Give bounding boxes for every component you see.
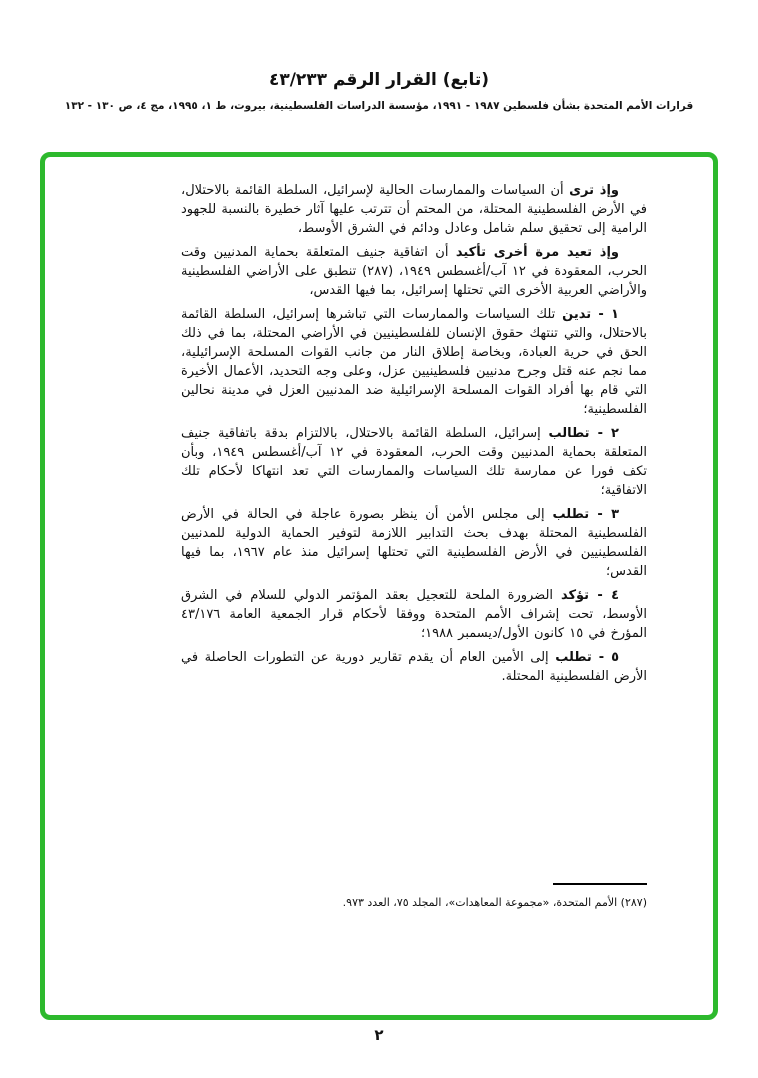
paragraph-lead: وإذ تعيد مرة أخرى تأكيد (455, 245, 619, 260)
resolution-paragraph (181, 505, 647, 581)
resolution-title: (تابع) القرار الرقم ٤٣/٢٣٣ (268, 70, 490, 90)
resolution-body (181, 181, 647, 691)
paragraph-lead: وإذ ترى (569, 183, 619, 198)
document-header (0, 70, 758, 112)
paragraph-text: أن السياسات والممارسات الحالية لإسرائيل، السلطة القائمة بالاحتلال، في الأرض الفلسطينية المحتلة، من المحتم أن تترتب عليها آثار خطيرة بالنسبة للجهود الرامية إلى تحقيق سلم شامل وعادل ودائم في الشرق الأوسط، (181, 183, 647, 236)
footnote-separator (553, 883, 647, 885)
paragraph-text: إسرائيل، السلطة القائمة بالاحتلال، بالالتزام بدقة باتفاقية جنيف المتعلقة بحماية المدنيين وقت الحرب، المعقودة في ١٢ آب/أغسطس ١٩٤٩، وبأن تكف فورا عن ممارسة تلك السياسات والممارسات التي تعد انتهاكا لأحكام تلك الاتفاقية؛ (181, 426, 647, 498)
paragraph-lead: ٤ - تؤكد (560, 588, 619, 603)
paragraph-text: إلى مجلس الأمن أن ينظر بصورة عاجلة في الحالة في الأرض الفلسطينية المحتلة بهدف بحث التدابير اللازمة لتوفير الحماية الدولية للمدنيين الفلسطينيين في الأرض الفلسطينية التي تحتلها إسرائيل منذ عام ١٩٦٧، بما فيها القدس؛ (181, 507, 647, 579)
content-frame (40, 152, 718, 1020)
paragraph-lead: ١ - تدين (562, 307, 619, 322)
paragraph-text: تلك السياسات والممارسات التي تباشرها إسرائيل، السلطة القائمة بالاحتلال، والتي تنتهك حقوق الإنسان للفلسطينيين في الأراضي المحتلة، بما في ذلك الحق في حرية العبادة، وبخاصة إطلاق النار من جانب القوات المسلحة الإسرائيلية، مما نجم عنه قتل وجرح مدنيين فلسطينيين عزل، وعلى وجه التحديد، الأعمال الأخيرة التي قام بها أفراد القوات المسلحة الإسرائيلية ضد المدنيين العزل في مدينة نحالين الفلسطينية؛ (181, 307, 647, 417)
paragraph-text: إلى الأمين العام أن يقدم تقارير دورية عن التطورات الحاصلة في الأرض الفلسطينية المحتلة. (181, 650, 647, 684)
page-number: ٢ (374, 1026, 384, 1044)
resolution-paragraph (181, 305, 647, 419)
source-citation: قرارات الأمم المتحدة بشأن فلسطين ١٩٨٧ - ١٩٩١، مؤسسة الدراسات الفلسطينية، بيروت، ط ١، ١٩٩٥، مج ٤، ص ١٣٠ - ١٣٢ (64, 100, 694, 112)
paragraph-lead: ٣ - تطلب (552, 507, 620, 522)
resolution-paragraph (181, 243, 647, 300)
paragraph-text: الضرورة الملحة للتعجيل بعقد المؤتمر الدولي للسلام في الشرق الأوسط، تحت إشراف الأمم المتحدة ووفقا لأحكام قرار الجمعية العامة ٤٣/١٧٦ المؤرخ في ١٥ كانون الأول/ديسمبر ١٩٨٨؛ (181, 588, 647, 641)
paragraph-lead: ٢ - تطالب (548, 426, 619, 441)
paragraph-lead: ٥ - تطلب (555, 650, 619, 665)
resolution-paragraph (181, 424, 647, 500)
paragraph-text: أن اتفاقية جنيف المتعلقة بحماية المدنيين وقت الحرب، المعقودة في ١٢ آب/أغسطس ١٩٤٩، (٢٨٧) تنطبق على الأراضي الفلسطينية والأراضي العربية الأخرى التي تحتلها إسرائيل، بما فيها القدس، (181, 245, 647, 298)
resolution-paragraph (181, 181, 647, 238)
footnote: (٢٨٧) الأمم المتحدة، «مجموعة المعاهدات»، المجلد ٧٥، العدد ٩٧٣. (342, 896, 647, 909)
footnote-block (181, 883, 647, 911)
resolution-paragraph (181, 586, 647, 643)
resolution-paragraph (181, 648, 647, 686)
